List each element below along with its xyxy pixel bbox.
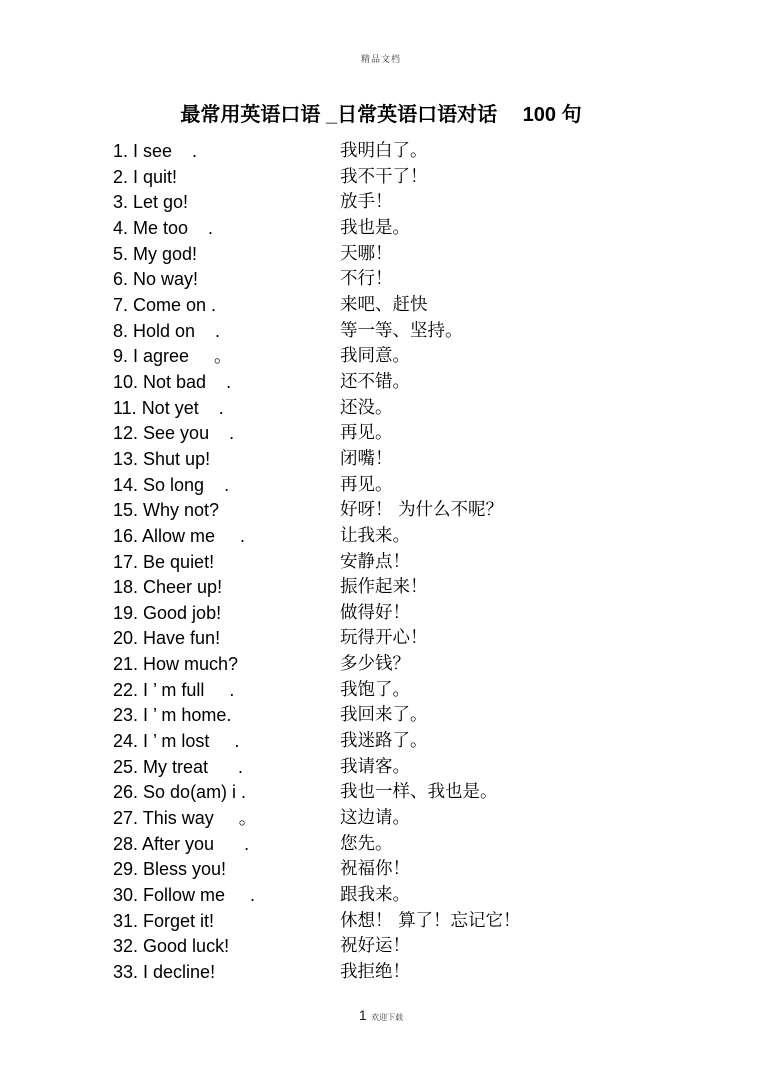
phrase-row <box>113 780 732 806</box>
header-watermark: 精品文档 <box>360 55 401 65</box>
phrase-english: 16. Allow me . <box>113 525 246 546</box>
phrase-chinese: 我同意。 <box>340 346 410 367</box>
phrase-row <box>113 703 732 729</box>
phrase-english: 29. Bless you! <box>113 859 227 880</box>
phrase-row <box>113 652 732 678</box>
phrase-row <box>113 626 732 652</box>
phrase-row <box>113 883 732 909</box>
phrase-english: 4. Me too . <box>113 217 214 238</box>
phrase-chinese: 来吧、赶快 <box>340 294 428 315</box>
phrase-chinese: 天哪！ <box>340 243 393 264</box>
phrase-chinese: 等一等、坚持。 <box>340 320 463 341</box>
phrase-english: 6. No way! <box>113 269 199 290</box>
phrase-chinese: 振作起来！ <box>340 577 428 598</box>
phrase-row <box>113 370 732 396</box>
phrase-english: 19. Good job! <box>113 602 222 623</box>
phrase-chinese: 还没。 <box>340 397 393 418</box>
phrase-row <box>113 678 732 704</box>
phrase-english: 8. Hold on . <box>113 320 221 341</box>
phrase-row <box>113 216 732 242</box>
phrase-row <box>113 550 732 576</box>
phrase-chinese: 祝好运！ <box>340 936 410 957</box>
phrase-english: 30. Follow me . <box>113 885 256 906</box>
phrase-chinese: 我拒绝！ <box>340 962 410 982</box>
phrase-english: 22. I ’ m full . <box>113 679 235 700</box>
phrase-english: 20. Have fun! <box>113 628 221 649</box>
phrase-english: 3. Let go! <box>113 192 189 213</box>
phrase-english: 9. I agree 。 <box>113 346 233 367</box>
phrase-chinese: 好呀！ 为什么不呢？ <box>340 500 504 521</box>
phrase-english: 1. I see . <box>113 141 198 161</box>
phrase-row <box>113 190 732 216</box>
phrase-english: 7. Come on . <box>113 294 217 315</box>
phrase-row <box>113 319 732 345</box>
phrase-chinese: 我明白了。 <box>340 141 428 161</box>
phrase-row <box>113 293 732 319</box>
phrase-english: 10. Not bad . <box>113 371 232 392</box>
phrase-list <box>113 139 732 986</box>
phrase-english: 15. Why not? <box>113 500 220 521</box>
phrase-row <box>113 139 732 165</box>
phrase-chinese: 休想！ 算了！忘记它！ <box>340 910 521 931</box>
phrase-english: 24. I ’ m lost . <box>113 731 240 752</box>
phrase-english: 25. My treat . <box>113 756 244 777</box>
phrase-row <box>113 934 732 960</box>
phrase-row <box>113 909 732 935</box>
phrase-chinese: 不行！ <box>340 269 393 290</box>
page-title: 最常用英语口语 _日常英语口语对话 100 句 <box>180 104 582 126</box>
phrase-row <box>113 524 732 550</box>
phrase-chinese: 安静点！ <box>340 551 410 572</box>
phrase-chinese: 放手！ <box>340 192 393 213</box>
phrase-row <box>113 242 732 268</box>
phrase-chinese: 我也是。 <box>340 217 410 238</box>
phrase-chinese: 再见。 <box>340 423 393 444</box>
phrase-row <box>113 575 732 601</box>
phrase-row <box>113 344 732 370</box>
phrase-english: 26. So do(am) i . <box>113 782 247 803</box>
phrase-row <box>113 806 732 832</box>
phrase-chinese: 我不干了！ <box>340 166 428 187</box>
phrase-row <box>113 165 732 191</box>
phrase-english: 18. Cheer up! <box>113 577 223 598</box>
phrase-english: 5. My god! <box>113 243 198 264</box>
phrase-english: 33. I decline! <box>113 962 216 982</box>
phrase-english: 17. Be quiet! <box>113 551 215 572</box>
phrase-row <box>113 601 732 627</box>
phrase-row <box>113 396 732 422</box>
page-number: 1 <box>358 1007 367 1023</box>
phrase-chinese: 我请客。 <box>340 756 410 777</box>
phrase-row <box>113 832 732 858</box>
phrase-english: 2. I quit! <box>113 166 178 187</box>
phrase-english: 31. Forget it! <box>113 910 215 931</box>
phrase-chinese: 玩得开心！ <box>340 628 428 649</box>
phrase-row <box>113 498 732 524</box>
phrase-row <box>113 473 732 499</box>
phrase-english: 12. See you . <box>113 423 235 444</box>
phrase-chinese: 我饱了。 <box>340 679 410 700</box>
phrase-chinese: 您先。 <box>340 833 393 854</box>
page-footer <box>0 1007 762 1025</box>
phrase-row <box>113 960 732 986</box>
phrase-chinese: 闭嘴！ <box>340 448 393 469</box>
phrase-english: 21. How much? <box>113 654 239 675</box>
phrase-english: 23. I ’ m home. <box>113 705 232 726</box>
phrase-chinese: 我也一样、我也是。 <box>340 782 498 803</box>
phrase-row <box>113 447 732 473</box>
phrase-chinese: 祝福你！ <box>340 859 410 880</box>
footer-note: 欢迎下载 <box>371 1013 404 1022</box>
phrase-chinese: 做得好！ <box>340 602 410 623</box>
phrase-row <box>113 755 732 781</box>
phrase-english: 13. Shut up! <box>113 448 211 469</box>
phrase-row <box>113 857 732 883</box>
phrase-english: 27. This way 。 <box>113 808 257 829</box>
phrase-chinese: 让我来。 <box>340 525 410 546</box>
phrase-chinese: 跟我来。 <box>340 885 410 906</box>
phrase-english: 32. Good luck! <box>113 936 230 957</box>
phrase-chinese: 还不错。 <box>340 371 410 392</box>
phrase-chinese: 这边请。 <box>340 808 410 829</box>
phrase-chinese: 我回来了。 <box>340 705 428 726</box>
phrase-english: 14. So long . <box>113 474 230 495</box>
phrase-row <box>113 421 732 447</box>
phrase-row <box>113 729 732 755</box>
phrase-row <box>113 267 732 293</box>
phrase-chinese: 再见。 <box>340 474 393 495</box>
phrase-chinese: 我迷路了。 <box>340 731 428 752</box>
phrase-english: 28. After you . <box>113 833 250 854</box>
phrase-english: 11. Not yet . <box>113 397 224 418</box>
phrase-chinese: 多少钱？ <box>340 654 410 675</box>
